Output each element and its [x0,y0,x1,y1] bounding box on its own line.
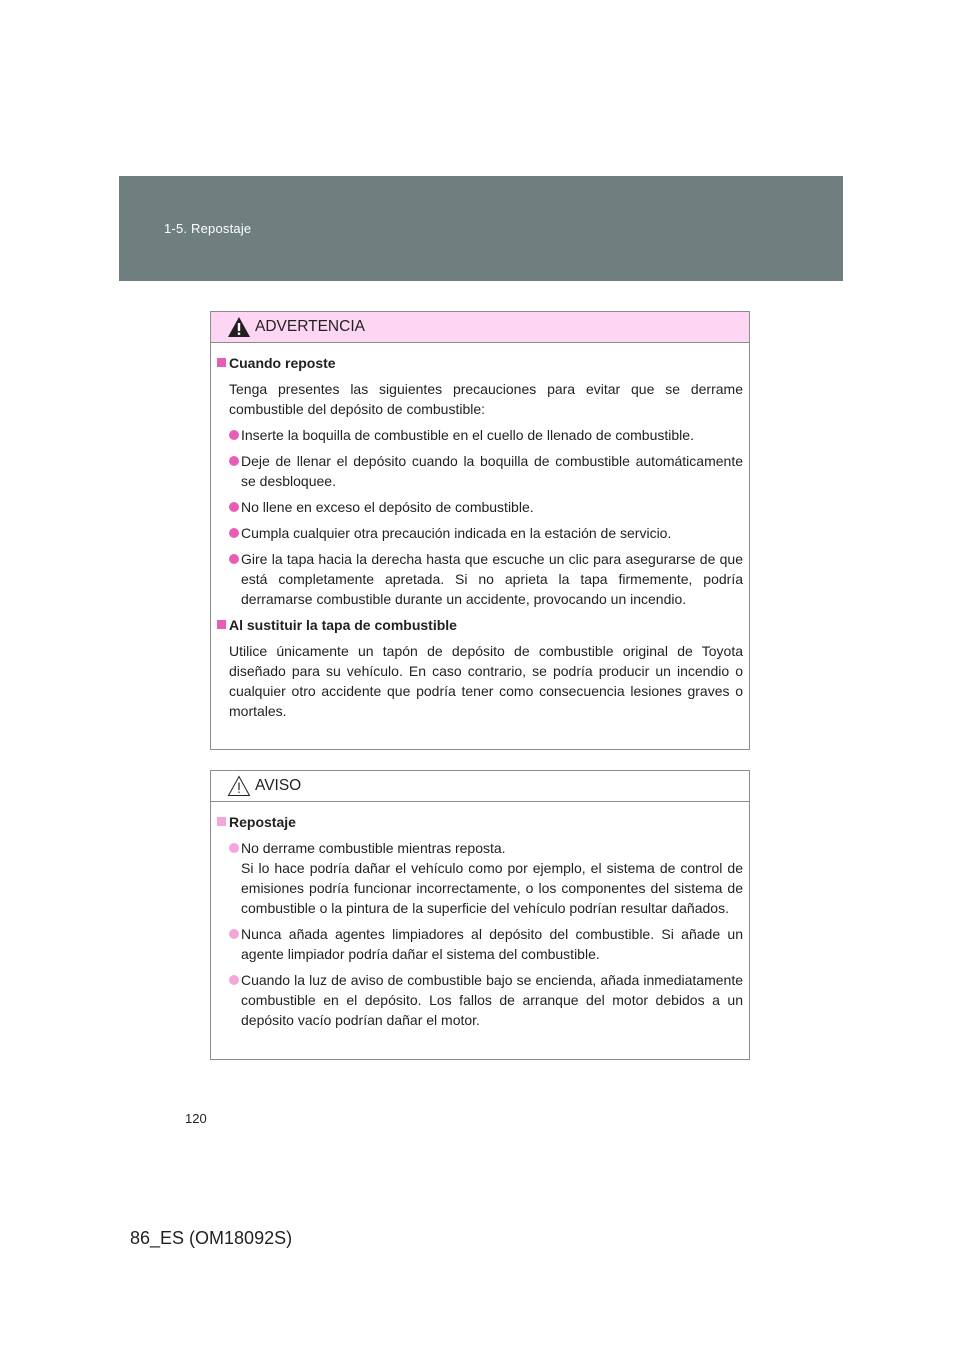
warning-bullet: Deje de llenar el depósito cuando la boquilla de combustible automáticamente se desbloquee. [217,451,743,491]
round-bullet-icon [229,430,239,440]
warning-bullet: Cumpla cualquier otra precaución indicada en la estación de servicio. [217,523,743,543]
round-bullet-icon [229,502,239,512]
round-bullet-icon [229,554,239,564]
warning-body [211,343,749,721]
square-bullet-icon [217,620,226,629]
square-bullet-icon [217,817,226,826]
warning-intro-1: Tenga presentes las siguientes precauciones para evitar que se derrame combustible del depósito de combustible: [229,381,743,417]
notice-title: AVISO [255,777,302,794]
round-bullet-icon [229,528,239,538]
notice-body [211,802,749,1030]
document-code: 86_ES (OM18092S) [130,1228,293,1248]
round-bullet-icon [229,843,239,853]
warning-bullet: Gire la tapa hacia la derecha hasta que escuche un clic para asegurarse de que está completamente apretada. Si no aprieta la tapa firmemente, podría derramarse combustible durante un accidente, provocando un incendio. [217,549,743,609]
notice-bullet: No derrame combustible mientras reposta. Si lo hace podría dañar el vehículo como por ejemplo, el sistema de control de emisiones podría funcionar incorrectamente, o los componentes del sistema de combustible o la pintura de la superficie del vehículo podrían resultar dañados. [217,838,743,918]
warning-bullet: Inserte la boquilla de combustible en el cuello de llenado de combustible. [217,425,743,445]
notice-bullet: Nunca añada agentes limpiadores al depósito del combustible. Si añade un agente limpiador podría dañar el sistema del combustible. [217,924,743,964]
page-number: 120 [185,1111,207,1126]
square-bullet-icon [217,358,226,367]
notice-bullet: Cuando la luz de aviso de combustible bajo se encienda, añada inmediatamente combustible en el depósito. Los fallos de arranque del motor debidos a un depósito vacío podrían dañar el motor. [217,970,743,1030]
round-bullet-icon [229,456,239,466]
round-bullet-icon [229,975,239,985]
round-bullet-icon [229,929,239,939]
warning-box [210,311,750,750]
notice-box [210,770,750,1060]
section-label: 1-5. Repostaje [164,221,252,236]
notice-heading: Repostaje [217,812,743,832]
warning-heading-1: Cuando reposte [217,353,743,373]
warning-title: ADVERTENCIA [255,318,365,335]
warning-triangle-filled-icon [227,316,251,338]
notice-header [211,771,749,802]
warning-heading-2: Al sustituir la tapa de combustible [217,615,743,635]
warning-triangle-outline-icon [227,775,251,797]
warning-header [211,312,749,343]
warning-intro-2: Utilice únicamente un tapón de depósito de combustible original de Toyota diseñado para su vehículo. En caso contrario, se podría producir un incendio o cualquier otro accidente que podría tener como consecuencia lesiones graves o mortales. [229,643,743,719]
warning-bullet: No llene en exceso el depósito de combustible. [217,497,743,517]
